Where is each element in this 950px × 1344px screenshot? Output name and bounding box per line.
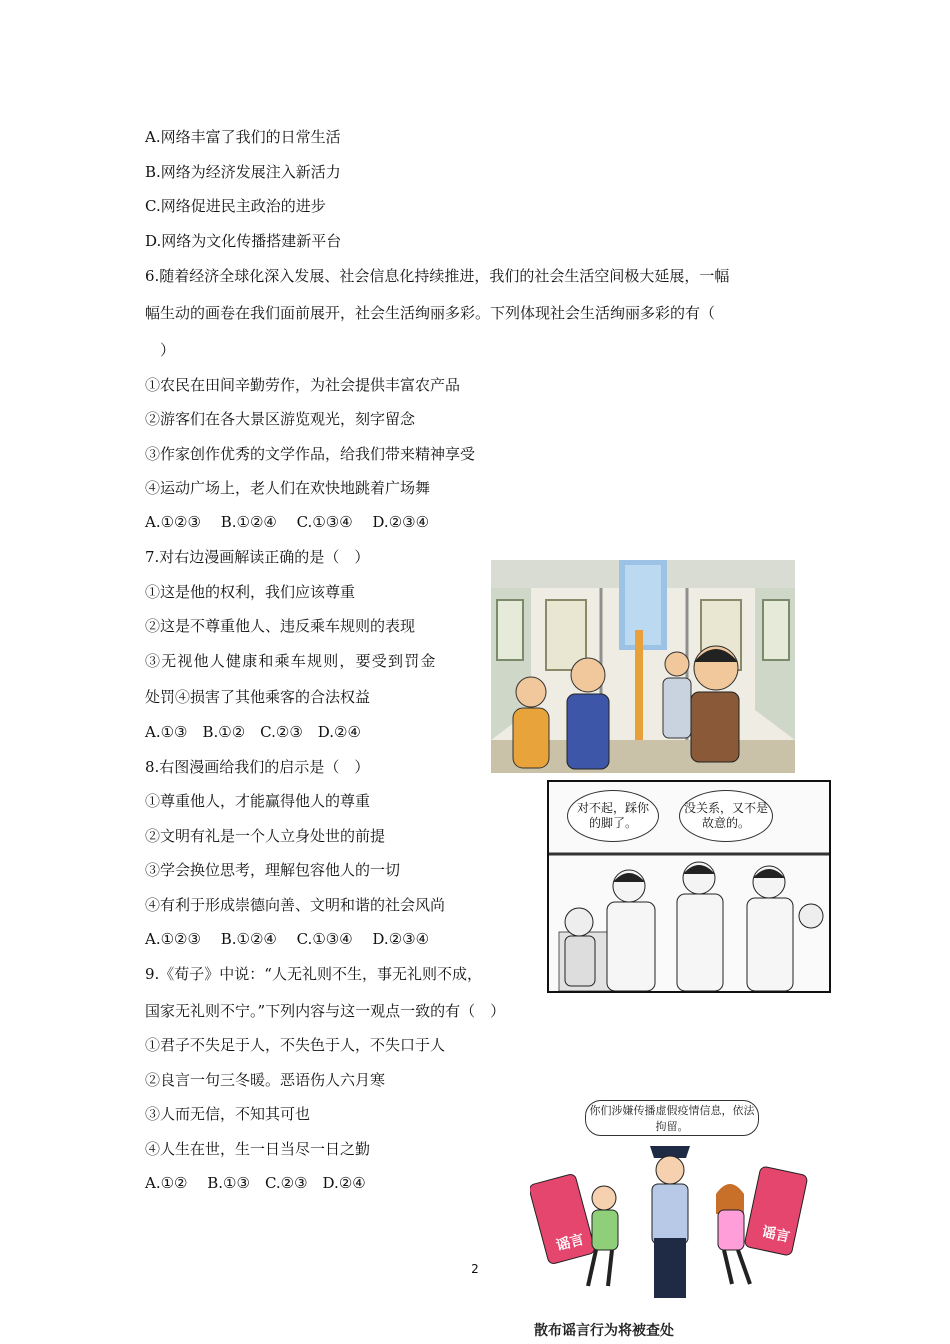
question-8-item2: ②文明有礼是一个人立身处世的前提: [145, 827, 386, 845]
speech-bubble-forgive: 没关系，又不是故意的。: [679, 790, 773, 842]
question-9-line1: 9.《荀子》中说：“人无礼则不生，事无礼则不成，: [145, 965, 482, 983]
question-6-item4: ④运动广场上，老人们在欢快地跳着广场舞: [145, 479, 431, 497]
rumor-sign-left: 谣言: [554, 1231, 586, 1255]
page-number: 2: [471, 1262, 479, 1276]
question-7-item2: ②这是不尊重他人、违反乘车规则的表现: [145, 617, 416, 635]
question-6-item1: ①农民在田间辛勤劳作，为社会提供丰富农产品: [145, 376, 461, 394]
question-6-item2: ②游客们在各大景区游览观光，刻字留念: [145, 410, 416, 428]
question-6-line1: 6.随着经济全球化深入发展、社会信息化持续推进，我们的社会生活空间极大延展，一幅: [145, 267, 730, 285]
question-8-item4: ④有利于形成崇德向善、文明和谐的社会风尚: [145, 896, 446, 914]
speech-bubble-apology: 对不起，踩你的脚了。: [567, 790, 659, 842]
rumor-comic-svg: [530, 1118, 810, 1318]
question-8-item1: ①尊重他人，才能赢得他人的尊重: [145, 792, 371, 810]
question-9-line2: 国家无礼则不宁。”下列内容与这一观点一致的有（ ）: [145, 1002, 506, 1020]
question-9-item3: ③人而无信，不知其可也: [145, 1105, 311, 1123]
question-7-item3: ③无视他人健康和乘车规则，要受到罚金: [145, 652, 437, 670]
question-9-item1: ①君子不失足于人，不失色于人，不失口于人: [145, 1036, 446, 1054]
question-6-line2: 幅生动的画卷在我们面前展开，社会生活绚丽多彩。下列体现社会生活绚丽多彩的有（: [145, 304, 716, 322]
rumor-sign-right: 谣言: [760, 1224, 792, 1246]
question-6-line3: ）: [145, 341, 176, 359]
question-7-item1: ①这是他的权利，我们应该尊重: [145, 583, 356, 601]
rumor-comic-caption: 散布谣言行为将被查处: [534, 1323, 674, 1339]
option-5d: D.网络为文化传播搭建新平台: [145, 232, 342, 250]
question-9-item2: ②良言一句三冬暖。恶语伤人六月寒: [145, 1071, 386, 1089]
question-6-answers: A.①②③ B.①②④ C.①③④ D.②③④: [145, 513, 430, 531]
question-8-stem: 8.右图漫画给我们的启示是（ ）: [145, 758, 370, 776]
question-7-answers: A.①③ B.①② C.②③ D.②④: [145, 723, 361, 741]
police-speech-bubble: 你们涉嫌传播虚假疫情信息，依法拘留。: [585, 1100, 759, 1136]
question-7-item3-cont: 处罚④损害了其他乘客的合法权益: [145, 688, 371, 706]
question-9-item4: ④人生在世，生一日当尽一日之勤: [145, 1140, 371, 1158]
option-5a: A.网络丰富了我们的日常生活: [145, 128, 341, 146]
question-7-stem: 7.对右边漫画解读正确的是（ ）: [145, 548, 370, 566]
subway-comic-svg: [491, 560, 795, 773]
option-5b: B.网络为经济发展注入新活力: [145, 163, 341, 181]
subway-comic-illustration: [491, 560, 795, 773]
rumor-comic-illustration: [530, 1098, 810, 1344]
question-8-item3: ③学会换位思考，理解包容他人的一切: [145, 861, 401, 879]
option-5c: C.网络促进民主政治的进步: [145, 197, 326, 215]
question-9-answers: A.①② B.①③ C.②③ D.②④: [145, 1174, 366, 1192]
question-8-answers: A.①②③ B.①②④ C.①③④ D.②③④: [145, 930, 430, 948]
apology-comic-illustration: [547, 780, 831, 993]
question-6-item3: ③作家创作优秀的文学作品，给我们带来精神享受: [145, 445, 476, 463]
